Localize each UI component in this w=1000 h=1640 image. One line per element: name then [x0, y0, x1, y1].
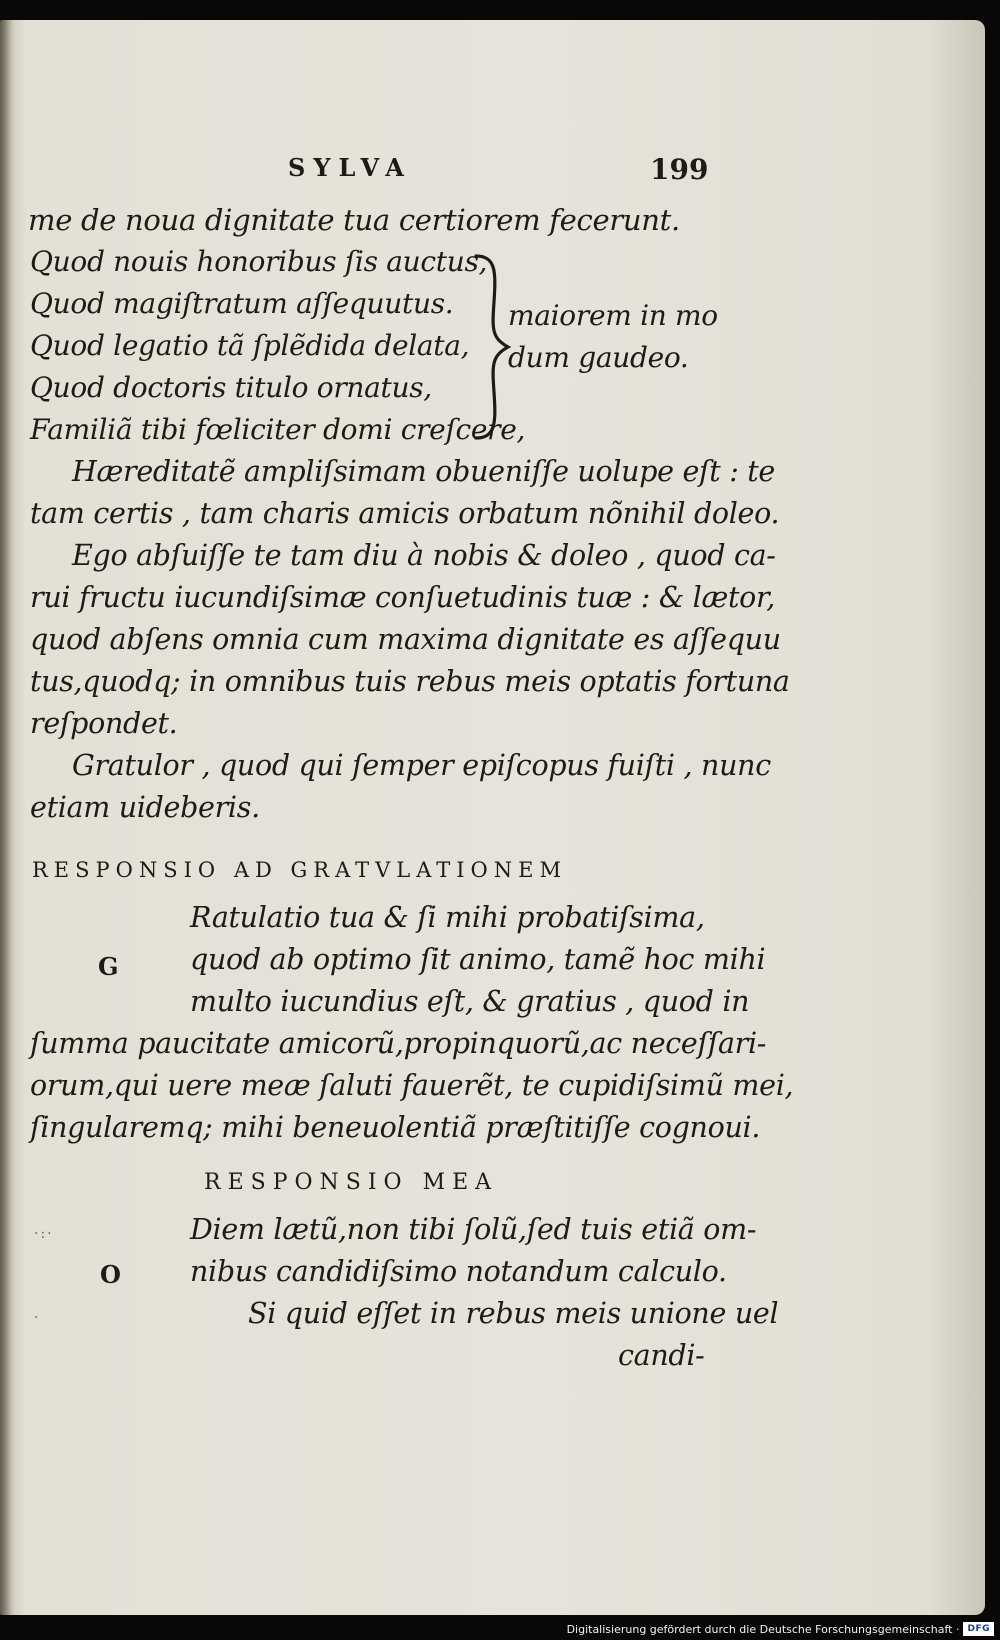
body-line: orum,qui uere meæ ſaluti fauerẽt, te cupidiſsimũ mei,: [30, 1069, 794, 1102]
body-line: quod abſens omnia cum maxima dignitate es aſſequu: [30, 623, 781, 656]
book-page: [0, 20, 985, 1615]
brace-text-line: maiorem in mo: [508, 299, 718, 332]
section-heading: RESPONSIO AD GRATVLATIONEM: [32, 858, 567, 882]
catchword: candi-: [618, 1339, 705, 1372]
body-line: Gratulor , quod qui ſemper epiſcopus fuiſti , nunc: [72, 749, 771, 782]
body-line: rui fructu iucundiſsimæ conſuetudinis tuæ : & lætor,: [30, 581, 775, 614]
body-line: Familiã tibi fœliciter domi creſcere,: [30, 413, 526, 446]
body-line: Si quid eſſet in rebus meis unione uel: [248, 1297, 779, 1330]
body-line: etiam uideberis.: [30, 791, 260, 824]
body-line: tus,quodq; in omnibus tuis rebus meis optatis fortuna: [30, 665, 790, 698]
body-line: tam certis , tam charis amicis orbatum nõnihil doleo.: [30, 497, 780, 530]
digitization-credit: [567, 1620, 994, 1638]
initial-letter: G: [98, 952, 119, 981]
body-line: ſingularemq; mihi beneuolentiã præſtitiſſe cognoui.: [30, 1111, 761, 1144]
body-line: Quod legatio tã ſplẽdida delata,: [30, 329, 470, 362]
body-line: Quod nouis honoribus ſis auctus,: [30, 245, 488, 278]
body-line: Ratulatio tua & ſi mihi probatiſsima,: [190, 901, 705, 934]
body-line: nibus candidiſsimo notandum calculo.: [190, 1255, 727, 1288]
initial-letter: O: [100, 1260, 121, 1289]
body-line: Quod magiſtratum aſſequutus.: [30, 287, 454, 320]
body-line: multo iucundius eſt, & gratius , quod in: [190, 985, 750, 1018]
credit-text: Digitalisierung gefördert durch die Deutsche Forschungsgemeinschaft ·: [566, 1622, 960, 1636]
gutter-shadow: [0, 20, 14, 1615]
running-header-title: SYLVA: [288, 153, 412, 182]
body-line: ſumma paucitate amicorũ,propinquorũ,ac neceſſari-: [30, 1027, 767, 1060]
body-line: quod ab optimo ſit animo, tamẽ hoc mihi: [190, 943, 766, 976]
body-line: reſpondet.: [30, 707, 178, 740]
brace-text-line: dum gaudeo.: [508, 341, 689, 374]
margin-speck: ·:·: [34, 1226, 54, 1242]
dfg-logo: DFG: [963, 1622, 994, 1636]
body-line: Quod doctoris titulo ornatus,: [30, 371, 432, 404]
body-line: Ego abſuiſſe te tam diu à nobis & doleo , quod ca-: [72, 539, 776, 572]
page-number: 199: [650, 153, 709, 186]
margin-speck: ·: [34, 1310, 41, 1326]
body-line: me de noua dignitate tua certiorem fecerunt.: [28, 203, 680, 237]
body-line: Diem lætũ,non tibi ſolũ,ſed tuis etiã om-: [190, 1213, 757, 1246]
section-heading: RESPONSIO MEA: [204, 1170, 499, 1195]
body-line: Hæreditatẽ ampliſsimam obueniſſe uolupe eſt : te: [72, 455, 775, 488]
